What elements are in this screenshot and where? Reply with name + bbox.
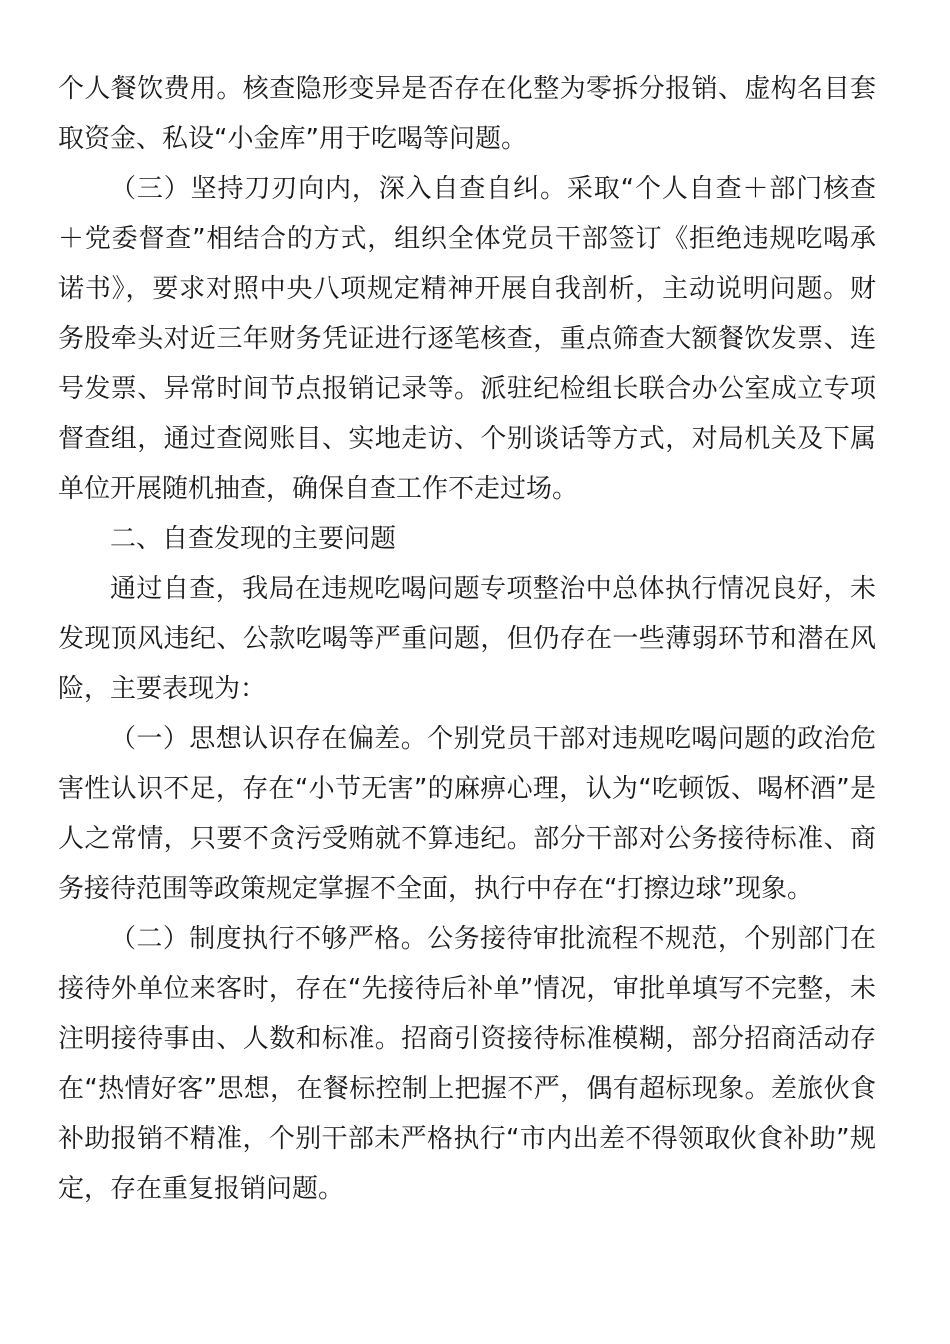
paragraph-continuation: 个人餐饮费用。核查隐形变异是否存在化整为零拆分报销、虚构名目套取资金、私设“小金库”用于吃喝等问题。 bbox=[58, 74, 876, 154]
paragraph-system-execution: （二）制度执行不够严格。公务接待审批流程不规范，个别部门在接待外单位来客时，存在“先接待后补单”情况，审批单填写不完整，未注明接待事由、人数和标准。招商引资接待标准模糊，部分招商活动存在“热情好客”思想，在餐标控制上把握不严，偶有超标现象。差旅伙食补助报销不精准，个别干部未严格执行“市内出差不得领取伙食补助”规定，存在重复报销问题。 bbox=[58, 924, 876, 1204]
paragraph-self-correction: （三）坚持刀刃向内，深入自查自纠。采取“个人自查＋部门核查＋党委督查”相结合的方式，组织全体党员干部签订《拒绝违规吃喝承诺书》，要求对照中央八项规定精神开展自我剖析，主动说明问题。财务股牵头对近三年财务凭证进行逐笔核查，重点筛查大额餐饮发票、连号发票、异常时间节点报销记录等。派驻纪检组长联合办公室成立专项督查组，通过查阅账目、实地走访、个别谈话等方式，对局机关及下属单位开展随机抽查，确保自查工作不走过场。 bbox=[58, 174, 876, 504]
section-heading-main-problems: 二、自查发现的主要问题 bbox=[110, 524, 397, 554]
paragraph-overview: 通过自查，我局在违规吃喝问题专项整治中总体执行情况良好，未发现顶风违纪、公款吃喝等严重问题，但仍存在一些薄弱环节和潜在风险，主要表现为： bbox=[58, 574, 876, 704]
paragraph-ideological-awareness: （一）思想认识存在偏差。个别党员干部对违规吃喝问题的政治危害性认识不足，存在“小节无害”的麻痹心理，认为“吃顿饭、喝杯酒”是人之常情，只要不贪污受贿就不算违纪。部分干部对公务接待标准、商务接待范围等政策规定掌握不全面，执行中存在“打擦边球”现象。 bbox=[58, 724, 876, 904]
document-body bbox=[58, 64, 876, 1214]
